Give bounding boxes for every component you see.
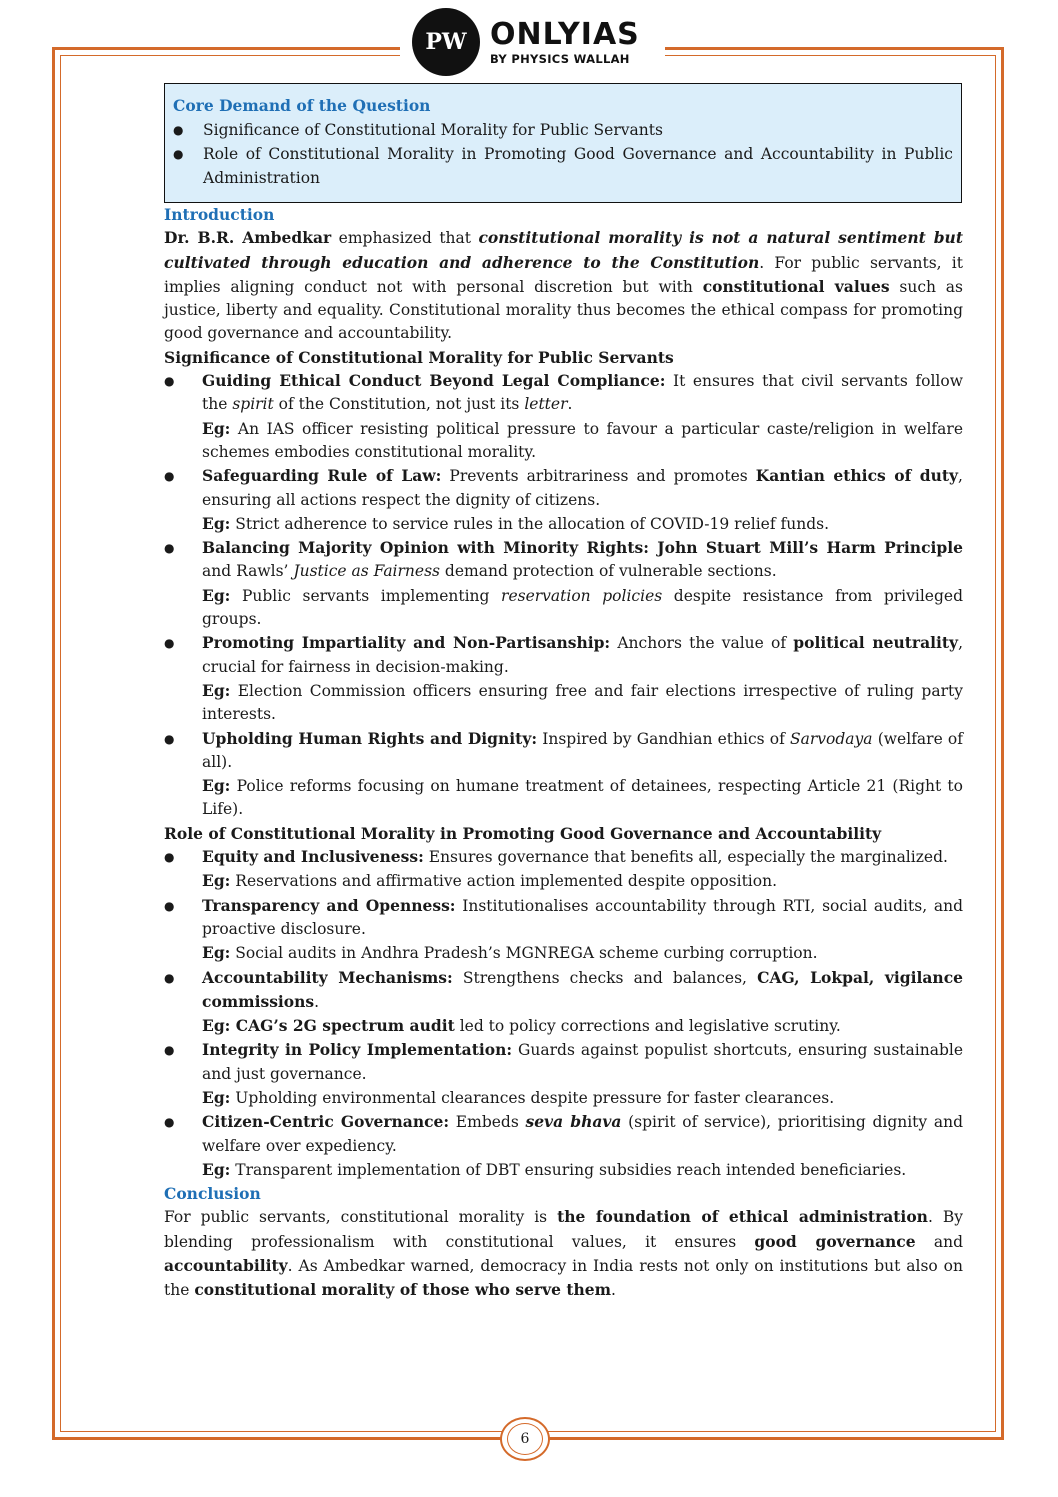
bullet-icon: ● <box>164 541 175 556</box>
core-demand-title: Core Demand of the Question <box>173 96 431 115</box>
example-text: Eg: Social audits in Andhra Pradesh’s MGNREGA scheme curbing corruption. <box>202 943 818 963</box>
example-text: Eg: Upholding environmental clearances despite pressure for faster clearances. <box>202 1087 835 1107</box>
list-item: ● Citizen-Centric Governance: Embeds seva bhava (spirit of service), prioritising dignity and welfare over expediency. <box>164 1110 963 1158</box>
bullet-icon: ● <box>164 1043 175 1058</box>
brand-subtitle: BY PHYSICS WALLAH <box>490 52 630 66</box>
bullet-icon: ● <box>173 147 184 161</box>
list-item: ● Promoting Impartiality and Non-Partisanship: Anchors the value of political neutrality, crucial for fairness in decision-making. <box>164 631 963 679</box>
bullet-icon: ● <box>164 374 175 389</box>
example-text: Eg: Transparent implementation of DBT ensuring subsidies reach intended beneficiaries. <box>202 1159 907 1179</box>
core-demand-box <box>164 83 962 203</box>
bullet-icon: ● <box>164 731 175 746</box>
list-item: ● Upholding Human Rights and Dignity: Inspired by Gandhian ethics of Sarvodaya (welfare of all). <box>164 727 963 775</box>
page-number: 6 <box>520 1431 530 1447</box>
list-item: ● Balancing Majority Opinion with Minority Rights: John Stuart Mill’s Harm Principle and Rawls’ Justice as Fairness demand protection of vulnerable sections. <box>164 536 963 584</box>
role-heading: Role of Constitutional Morality in Promoting Good Governance and Accountability <box>164 823 882 843</box>
conclusion-paragraph: For public servants, constitutional morality is the foundation of ethical administration. By blending professionalism with constitutional values, it ensures good governance and accountability. As Ambedkar warned, democracy in India rests not only on institutions but also on the constitutional morality of those who serve them. <box>164 1207 963 1300</box>
page-number-badge <box>500 1417 550 1461</box>
pw-logo-icon: PW <box>412 8 480 76</box>
list-item: ● Accountability Mechanisms: Strengthens checks and balances, CAG, Lokpal, vigilance commissions. <box>164 966 963 1015</box>
example-text: Eg: Election Commission officers ensuring free and fair elections irrespective of ruling party interests. <box>202 680 963 724</box>
answer-body <box>164 203 963 1303</box>
core-demand-item: ● Role of Constitutional Morality in Promoting Good Governance and Accountability in Public Administration <box>173 142 953 190</box>
core-demand-item: ● Significance of Constitutional Morality for Public Servants <box>173 118 953 142</box>
conclusion-heading: Conclusion <box>164 1184 261 1204</box>
brand-header <box>400 4 665 80</box>
brand-name: ONLYIAS <box>490 17 640 52</box>
example-text: Eg: Reservations and affirmative action implemented despite opposition. <box>202 871 777 891</box>
list-item: ● Integrity in Policy Implementation: Guards against populist shortcuts, ensuring sustainable and just governance. <box>164 1038 963 1086</box>
bullet-icon: ● <box>164 898 175 913</box>
list-item: ● Safeguarding Rule of Law: Prevents arbitrariness and promotes Kantian ethics of duty, ensuring all actions respect the dignity of citizens. <box>164 464 963 512</box>
list-item: ● Equity and Inclusiveness: Ensures governance that benefits all, especially the marginalized. <box>164 845 963 869</box>
example-text: Eg: Police reforms focusing on humane treatment of detainees, respecting Article 21 (Right to Life). <box>202 776 963 819</box>
example-text: Eg: Strict adherence to service rules in the allocation of COVID-19 relief funds. <box>202 513 830 533</box>
list-item: ● Guiding Ethical Conduct Beyond Legal Compliance: It ensures that civil servants follow the spirit of the Constitution, not just its letter. <box>164 369 963 417</box>
example-text: Eg: CAG’s 2G spectrum audit led to policy corrections and legislative scrutiny. <box>202 1016 841 1036</box>
bullet-icon: ● <box>164 1115 175 1130</box>
bullet-icon: ● <box>173 123 184 137</box>
bullet-icon: ● <box>164 636 175 651</box>
introduction-heading: Introduction <box>164 205 275 224</box>
significance-heading: Significance of Constitutional Morality for Public Servants <box>164 347 674 367</box>
bullet-icon: ● <box>164 970 175 985</box>
bullet-icon: ● <box>164 850 175 865</box>
example-text: Eg: An IAS officer resisting political pressure to favour a particular caste/religion in welfare schemes embodies constitutional morality. <box>202 418 963 461</box>
example-text: Eg: Public servants implementing reservation policies despite resistance from privileged groups. <box>202 585 963 629</box>
introduction-paragraph: Dr. B.R. Ambedkar emphasized that constitutional morality is not a natural sentiment but cultivated through education and adherence to the Constitution. For public servants, it implies aligning conduct not with personal discretion but with constitutional values such as justice, liberty and equality. Constitutional morality thus becomes the ethical compass for promoting good governance and accountability. <box>164 228 963 343</box>
bullet-icon: ● <box>164 469 175 484</box>
list-item: ● Transparency and Openness: Institutionalises accountability through RTI, social audits, and proactive disclosure. <box>164 894 963 942</box>
